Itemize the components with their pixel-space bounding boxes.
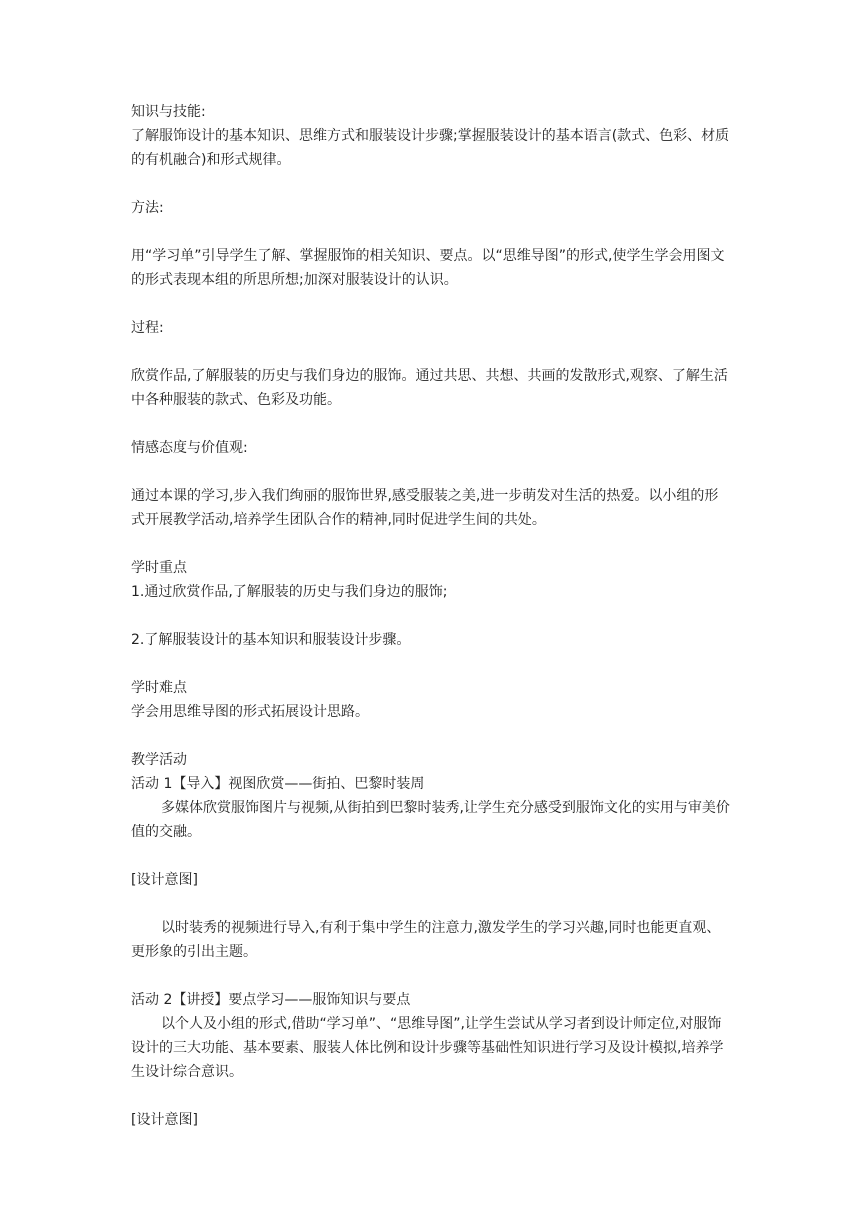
spacer xyxy=(131,412,731,436)
process-heading: 过程: xyxy=(131,320,164,336)
design-intent-label-1: [设计意图] xyxy=(131,872,198,888)
difficulty-heading: 学时难点 xyxy=(131,680,187,696)
activity1-title: 活动 1【导入】视图欣赏——街拍、巴黎时装周 xyxy=(131,776,425,792)
spacer xyxy=(131,652,731,676)
spacer xyxy=(131,340,731,364)
method-heading: 方法: xyxy=(131,200,164,216)
activity1-text: 多媒体欣赏服饰图片与视频,从街拍到巴黎时装秀,让学生充分感受到服饰文化的实用与审美价值的交融。 xyxy=(131,800,730,840)
spacer xyxy=(131,892,731,916)
key-points-heading: 学时重点 xyxy=(131,560,187,576)
emotion-text: 通过本课的学习,步入我们绚丽的服饰世界,感受服装之美,进一步萌发对生活的热爱。以小组的形式开展教学活动,培养学生团队合作的精神,同时促进学生间的共处。 xyxy=(131,488,719,528)
knowledge-text: 了解服饰设计的基本知识、思维方式和服装设计步骤;掌握服装设计的基本语言(款式、色彩、材质的有机融合)和形式规律。 xyxy=(131,128,730,168)
activities-heading: 教学活动 xyxy=(131,752,187,768)
design-intent-label-2: [设计意图] xyxy=(131,1112,198,1128)
spacer xyxy=(131,172,731,196)
spacer xyxy=(131,292,731,316)
design-intent-text-1: 以时装秀的视频进行导入,有利于集中学生的注意力,激发学生的学习兴趣,同时也能更直观、更形象的引出主题。 xyxy=(131,920,721,960)
spacer xyxy=(131,724,731,748)
spacer xyxy=(131,532,731,556)
activity2-title: 活动 2【讲授】要点学习——服饰知识与要点 xyxy=(131,992,411,1008)
spacer xyxy=(131,964,731,988)
key-point-2: 2.了解服装设计的基本知识和服装设计步骤。 xyxy=(131,632,411,648)
spacer xyxy=(131,604,731,628)
spacer xyxy=(131,844,731,868)
spacer xyxy=(131,460,731,484)
spacer xyxy=(131,220,731,244)
process-text: 欣赏作品,了解服装的历史与我们身边的服饰。通过共思、共想、共画的发散形式,观察、了解生活中各种服装的款式、色彩及功能。 xyxy=(131,368,728,408)
spacer xyxy=(131,1084,731,1108)
emotion-heading: 情感态度与价值观: xyxy=(131,440,248,456)
key-point-1: 1.通过欣赏作品,了解服装的历史与我们身边的服饰; xyxy=(131,584,448,600)
difficulty-text: 学会用思维导图的形式拓展设计思路。 xyxy=(131,704,369,720)
knowledge-heading: 知识与技能: xyxy=(131,104,206,120)
activity2-text: 以个人及小组的形式,借助“学习单”、“思维导图”,让学生尝试从学习者到设计师定位,对服饰设计的三大功能、基本要素、服装人体比例和设计步骤等基础性知识进行学习及设计模拟,培养学生设计综合意识。 xyxy=(131,1016,724,1080)
method-text: 用“学习单”引导学生了解、掌握服饰的相关知识、要点。以“思维导图”的形式,使学生学会用图文的形式表现本组的所思所想;加深对服装设计的认识。 xyxy=(131,248,725,288)
document-body xyxy=(131,100,731,1132)
